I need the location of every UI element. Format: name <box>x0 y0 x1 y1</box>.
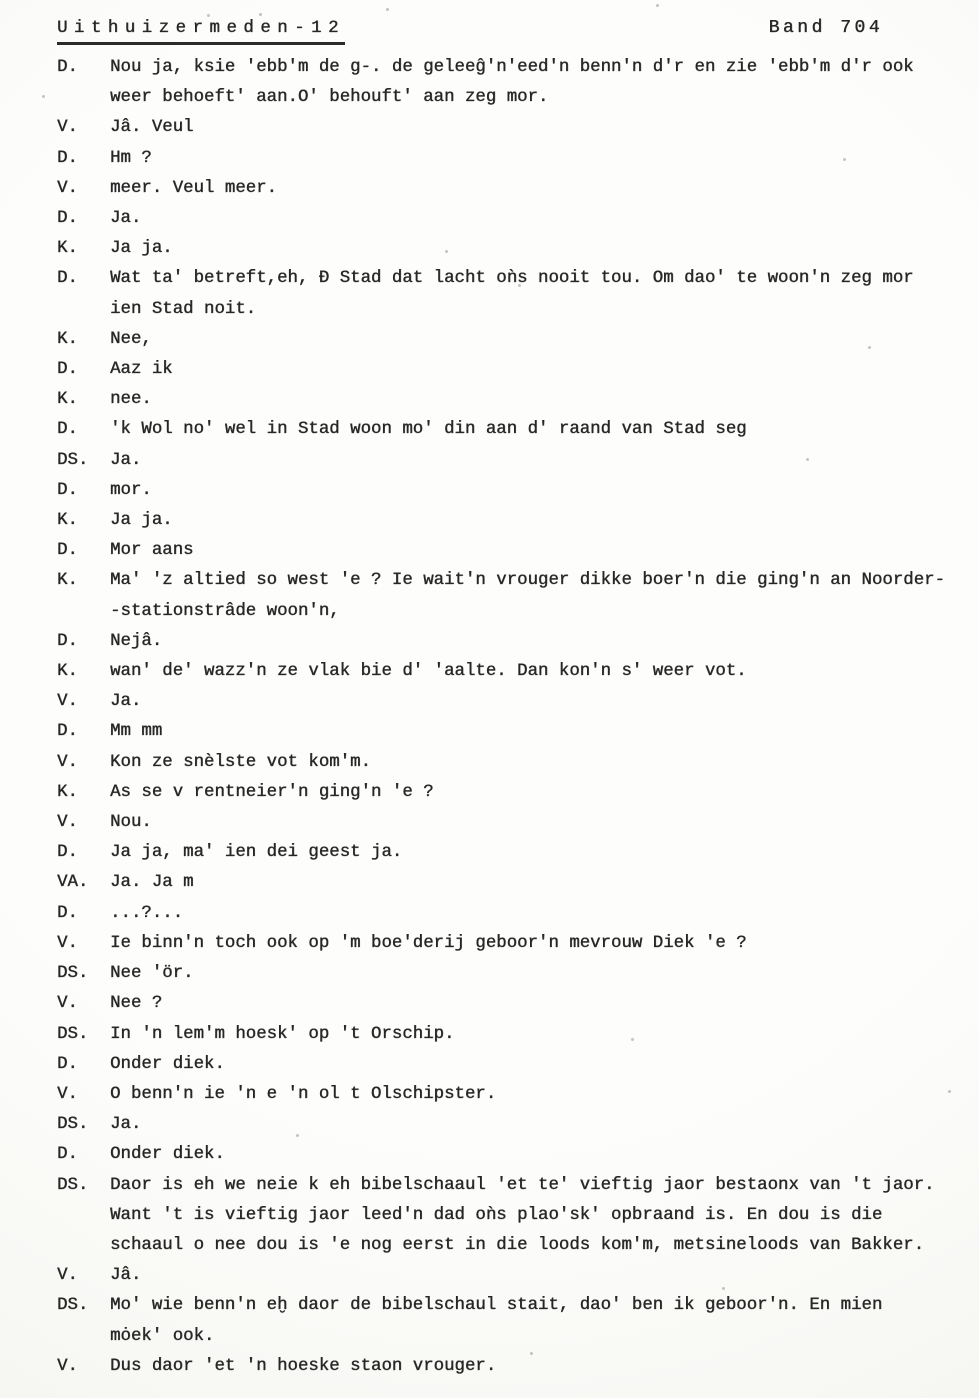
utterance-line: Kon ze snèlste vot kom'm. <box>110 752 371 772</box>
speaker-label: V. <box>57 933 78 953</box>
utterance-line: Ja ja. <box>110 511 173 531</box>
speaker-label: K. <box>57 782 78 802</box>
utterance <box>110 687 959 717</box>
speaker-label: D. <box>57 148 78 168</box>
transcript-entry <box>57 1080 959 1110</box>
transcript-entry <box>57 989 959 1019</box>
utterance <box>110 446 959 476</box>
utterance-line: Nou ja, ksie 'ebb'm de g-. de geleeĝ'n'eed'n benn'n d'r en zie 'ebb'm d'r ook <box>110 58 914 77</box>
transcript-entry <box>57 929 959 959</box>
utterance-line: mȯek' ook. <box>110 1326 215 1346</box>
utterance <box>110 808 959 838</box>
transcript-entry <box>57 868 959 898</box>
speaker-label: DS. <box>57 1115 89 1135</box>
utterance-line: In 'n lem'm hoesk' op 't Orschip. <box>110 1024 455 1044</box>
utterance-line: Ja. <box>110 1115 142 1135</box>
utterance <box>110 1291 959 1351</box>
speaker-label: D. <box>57 903 78 923</box>
speaker-label: DS. <box>57 1024 89 1044</box>
speaker-label: D. <box>57 209 78 229</box>
utterance-line: O benn'n ie 'n e 'n ol t Olschipster. <box>110 1084 497 1104</box>
utterance-line: Ja ja. <box>110 239 173 259</box>
utterance-line: Onder diek. <box>110 1054 225 1074</box>
utterance <box>110 174 959 204</box>
speaker-label: V. <box>57 1266 78 1286</box>
scan-speckle <box>207 14 210 17</box>
document-title: Uithuizermeden-12 <box>57 16 345 45</box>
transcript-entry <box>57 325 959 355</box>
speaker-label: V. <box>57 178 78 198</box>
transcript-entry <box>57 415 959 445</box>
transcript-entry <box>57 1110 959 1140</box>
utterance-line: Aaz ik <box>110 360 173 380</box>
utterance <box>110 899 959 929</box>
utterance-line: Ja. <box>110 450 142 470</box>
speaker-label: K. <box>57 571 78 591</box>
utterance-line: schaaul o nee dou is 'e nog eerst in die loods kom'm, metsineloods van Bakker. <box>110 1235 925 1255</box>
speaker-label: D. <box>57 360 78 380</box>
utterance <box>110 113 959 143</box>
transcript-entry <box>57 355 959 385</box>
speaker-label: DS. <box>57 1175 89 1195</box>
utterance <box>110 838 959 868</box>
speaker-label: K. <box>57 329 78 349</box>
utterance <box>110 1080 959 1110</box>
transcript-entry <box>57 264 959 324</box>
scan-speckle <box>948 1090 951 1093</box>
scan-speckle <box>868 346 871 349</box>
transcript-entry <box>57 748 959 778</box>
utterance-line: mor. <box>110 480 152 500</box>
utterance <box>110 536 959 566</box>
utterance <box>110 53 959 113</box>
utterance <box>110 264 959 324</box>
utterance <box>110 1352 959 1382</box>
scan-speckle <box>259 13 262 16</box>
utterance <box>110 234 959 264</box>
utterance-line: -stationstrâde woon'n, <box>110 601 340 621</box>
utterance <box>110 959 959 989</box>
speaker-label: V. <box>57 1084 78 1104</box>
transcript-entry <box>57 627 959 657</box>
transcript-entry <box>57 53 959 113</box>
scan-speckle <box>843 158 846 161</box>
utterance-line: Daor is eh we neie k eh bibelschaaul 'et te' vieftig jaor bestaonx van 't jaor. <box>110 1175 935 1195</box>
transcript-entry <box>57 899 959 929</box>
utterance-line: Wat ta' betreft,eh, Đ Stad dat lacht oǹs nooit tou. Om dao' te woon'n zeg mor <box>110 269 914 289</box>
scan-speckle <box>296 1134 299 1137</box>
utterance-line: Ja ja, ma' ien dei geest ja. <box>110 843 403 863</box>
speaker-label: DS. <box>57 450 89 470</box>
speaker-label: V. <box>57 994 78 1014</box>
utterance <box>110 415 959 445</box>
utterance <box>110 717 959 747</box>
transcript-entry <box>57 174 959 204</box>
utterance <box>110 506 959 536</box>
utterance-line: Ja. <box>110 209 142 229</box>
transcript-entry <box>57 506 959 536</box>
utterance-line: Want 't is vieftig jaor leed'n dad oǹs plao'sk' opbraand is. En dou is die <box>110 1205 883 1225</box>
band-number: Band 704 <box>768 18 883 38</box>
utterance-line: weer behoeft' aan.O' behouft' aan zeg mor. <box>110 88 549 108</box>
speaker-label: D. <box>57 480 78 500</box>
utterance <box>110 1140 959 1170</box>
transcript-entry <box>57 1140 959 1170</box>
utterance-line: Nou. <box>110 813 152 833</box>
utterance <box>110 1110 959 1140</box>
utterance-line: Ja. <box>110 692 142 712</box>
scan-speckle <box>386 8 389 11</box>
transcript-entry <box>57 1291 959 1351</box>
speaker-label: K. <box>57 390 78 410</box>
speaker-label: K. <box>57 511 78 531</box>
utterance-line: Nee, <box>110 329 152 349</box>
utterance <box>110 868 959 898</box>
utterance <box>110 476 959 506</box>
scan-speckle <box>656 4 659 7</box>
transcript-entry <box>57 536 959 566</box>
speaker-label: V. <box>57 813 78 833</box>
scan-speckle <box>530 1352 533 1355</box>
utterance-line: Ma' 'z altied so west 'e ? Ie wait'n vrouger dikke boer'n die ging'n an Noorder- <box>110 571 945 591</box>
transcript-entry <box>57 959 959 989</box>
utterance-line: Nee ? <box>110 994 163 1014</box>
transcript-entry <box>57 566 959 626</box>
speaker-label: D. <box>57 631 78 651</box>
utterance <box>110 929 959 959</box>
transcript-entry <box>57 1352 959 1382</box>
utterance-line: 'k Wol no' wel in Stad woon mo' din aan d' raand van Stad seg <box>110 420 747 440</box>
transcript-entry <box>57 808 959 838</box>
transcript-entry <box>57 476 959 506</box>
utterance-line: Hm ? <box>110 148 152 168</box>
utterance <box>110 144 959 174</box>
utterance-line: wan' de' wazz'n ze vlak bie d' 'aalte. Dan kon'n s' weer vot. <box>110 662 747 682</box>
transcript-entry <box>57 113 959 143</box>
transcript-entry <box>57 385 959 415</box>
utterance <box>110 989 959 1019</box>
speaker-label: VA. <box>57 873 89 893</box>
transcript-entry <box>57 717 959 747</box>
transcript-entry <box>57 144 959 174</box>
utterance-line: As se v rentneier'n ging'n 'e ? <box>110 782 434 802</box>
utterance-line: Nejâ. <box>110 631 163 651</box>
speaker-label: DS. <box>57 1296 89 1316</box>
utterance-line: Nee 'ör. <box>110 964 194 984</box>
transcript-entry <box>57 778 959 808</box>
utterance-line: Ie binn'n toch ook op 'm boe'derij geboor'n mevrouw Diek 'e ? <box>110 933 747 953</box>
utterance <box>110 1050 959 1080</box>
utterance <box>110 627 959 657</box>
transcript-entry <box>57 234 959 264</box>
utterance-line: meer. Veul meer. <box>110 178 277 198</box>
speaker-label: D. <box>57 420 78 440</box>
speaker-label: D. <box>57 722 78 742</box>
utterance-line: Jâ. <box>110 1266 142 1286</box>
scan-speckle <box>806 458 809 461</box>
speaker-label: V. <box>57 692 78 712</box>
transcript-entry <box>57 657 959 687</box>
utterance <box>110 657 959 687</box>
scan-speckle <box>518 284 521 287</box>
speaker-label: D. <box>57 1145 78 1165</box>
utterance-line: ...?... <box>110 903 184 923</box>
transcript-entry <box>57 1050 959 1080</box>
utterance-line: Ja. Ja m <box>110 873 194 893</box>
speaker-label: K. <box>57 662 78 682</box>
transcript <box>0 53 979 1382</box>
scan-speckle <box>631 1038 634 1041</box>
speaker-label: D. <box>57 269 78 289</box>
transcript-entry <box>57 1171 959 1262</box>
transcript-entry <box>57 204 959 234</box>
speaker-label: V. <box>57 118 78 138</box>
utterance-line: Mm mm <box>110 722 163 742</box>
utterance-line: Onder diek. <box>110 1145 225 1165</box>
transcript-entry <box>57 1020 959 1050</box>
utterance <box>110 566 959 626</box>
utterance-line: Mor aans <box>110 541 194 561</box>
transcript-entry <box>57 1261 959 1291</box>
utterance <box>110 325 959 355</box>
scan-speckle <box>445 250 448 253</box>
utterance <box>110 204 959 234</box>
utterance <box>110 385 959 415</box>
transcript-entry <box>57 687 959 717</box>
transcript-entry <box>57 446 959 476</box>
speaker-label: D. <box>57 541 78 561</box>
utterance <box>110 1020 959 1050</box>
scan-speckle <box>42 95 45 98</box>
utterance <box>110 778 959 808</box>
speaker-label: V. <box>57 752 78 772</box>
utterance-line: Jâ. Veul <box>110 118 194 138</box>
speaker-label: D. <box>57 1054 78 1074</box>
scan-speckle <box>722 1287 725 1290</box>
utterance <box>110 1171 959 1262</box>
utterance-line: Mo' wie benn'n eḫ daor de bibelschaul stait, dao' ben ik geboor'n. En mien <box>110 1296 883 1316</box>
speaker-label: DS. <box>57 964 89 984</box>
utterance-line: ien Stad noit. <box>110 299 257 319</box>
speaker-label: D. <box>57 843 78 863</box>
utterance <box>110 1261 959 1291</box>
utterance-line: Dus daor 'et 'n hoeske staon vrouger. <box>110 1356 497 1376</box>
utterance <box>110 748 959 778</box>
speaker-label: D. <box>57 58 78 77</box>
speaker-label: K. <box>57 239 78 259</box>
speaker-label: V. <box>57 1356 78 1376</box>
page-header <box>0 0 979 45</box>
utterance <box>110 355 959 385</box>
transcript-entry <box>57 838 959 868</box>
utterance-line: nee. <box>110 390 152 410</box>
